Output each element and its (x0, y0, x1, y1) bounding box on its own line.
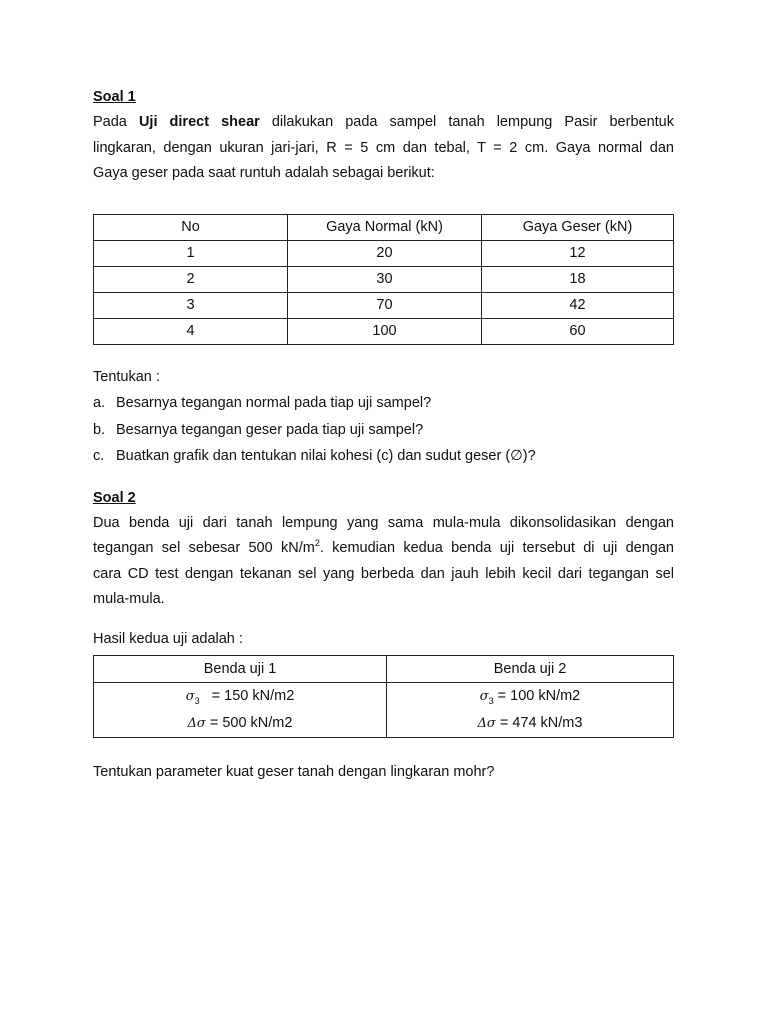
table-row (94, 683, 674, 738)
table-header-cell: Gaya Normal (kN) (288, 214, 482, 240)
soal2-line4: mula-mula. (93, 591, 165, 607)
soal1-intro-line1-rest: dilakukan pada sampel tanah lempung Pasir berbentuk (259, 114, 674, 130)
soal2-line2-pre: tegangan sel sebesar 500 kN/m (93, 540, 315, 556)
sigma3-value: = 100 kN/m2 (497, 688, 581, 704)
delta-value: = 500 kN/m2 (209, 715, 293, 731)
sigma-symbol: σ (479, 689, 489, 704)
table-cell: 42 (482, 292, 674, 318)
list-marker: b. (93, 421, 106, 438)
soal2-question: Tentukan parameter kuat geser tanah dengan lingkaran mohr? (93, 764, 495, 780)
list-text: Besarnya tegangan geser pada tiap uji sampel? (116, 421, 424, 438)
question-list (93, 390, 674, 470)
table-cell: 3 (94, 292, 288, 318)
table-row (94, 292, 674, 318)
delta-sigma-symbol: Δσ (187, 716, 206, 731)
table-cell (387, 683, 674, 738)
soal1-intro-line3: Gaya geser pada saat runtuh adalah sebagai berikut: (93, 165, 435, 181)
sigma-symbol: σ (185, 689, 195, 704)
table-header-cell: Benda uji 2 (387, 656, 674, 683)
table-header-cell: Gaya Geser (kN) (482, 214, 674, 240)
hasil-label: Hasil kedua uji adalah : (93, 630, 243, 647)
table-header-cell: No (94, 214, 288, 240)
soal2-table (93, 655, 674, 738)
table-cell: 1 (94, 240, 288, 266)
delta-value: = 474 kN/m3 (499, 715, 583, 731)
table-cell: 4 (94, 318, 288, 344)
sigma3-value: = 150 kN/m2 (211, 688, 295, 704)
list-item (93, 443, 674, 470)
table-cell: 100 (288, 318, 482, 344)
soal1-intro-prefix: Pada (93, 114, 139, 130)
tentukan-label: Tentukan : (93, 368, 160, 385)
table-row (94, 318, 674, 344)
table-row (94, 240, 674, 266)
table-cell: 60 (482, 318, 674, 344)
table-cell: 18 (482, 266, 674, 292)
soal1-intro-line2: lingkaran, dengan ukuran jari-jari, R = 5 cm dan tebal, T = 2 cm. Gaya normal dan (93, 139, 674, 156)
soal1-intro-bold: Uji direct shear (138, 114, 260, 130)
table-cell: 30 (288, 266, 482, 292)
table-header-row (94, 214, 674, 240)
list-item (93, 417, 674, 444)
table-cell: 20 (288, 240, 482, 266)
list-item (93, 390, 674, 417)
sigma-subscript: 3 (488, 695, 494, 706)
table-cell: 70 (288, 292, 482, 318)
table-cell: 12 (482, 240, 674, 266)
delta-sigma-symbol: Δσ (477, 716, 496, 731)
table-cell (94, 683, 387, 738)
table-cell: 2 (94, 266, 288, 292)
soal2-paragraph (93, 511, 674, 613)
list-text: Besarnya tegangan normal pada tiap uji sampel? (116, 395, 432, 411)
soal2-line1: Dua benda uji dari tanah lempung yang sama mula-mula dikonsolidasikan dengan (93, 514, 674, 531)
list-marker: a. (93, 395, 106, 411)
soal1-table (93, 214, 674, 345)
table-header-cell: Benda uji 1 (94, 656, 387, 683)
soal1-heading: Soal 1 (93, 89, 136, 105)
soal2-line3: cara CD test dengan tekanan sel yang berbeda dan jauh lebih kecil dari tegangan sel (93, 565, 674, 582)
soal1-intro (93, 110, 674, 187)
soal2-line2-sup: 2 (314, 538, 320, 549)
table-row (94, 266, 674, 292)
document-page (93, 84, 674, 786)
soal2-heading: Soal 2 (93, 489, 136, 506)
list-marker: c. (93, 448, 105, 464)
table-header-row (94, 656, 674, 683)
list-text: Buatkan grafik dan tentukan nilai kohesi (c) dan sudut geser (∅)? (116, 448, 536, 464)
sigma-subscript: 3 (194, 695, 200, 706)
soal2-line2-post: . kemudian kedua benda uji tersebut di uji dengan (319, 540, 674, 556)
